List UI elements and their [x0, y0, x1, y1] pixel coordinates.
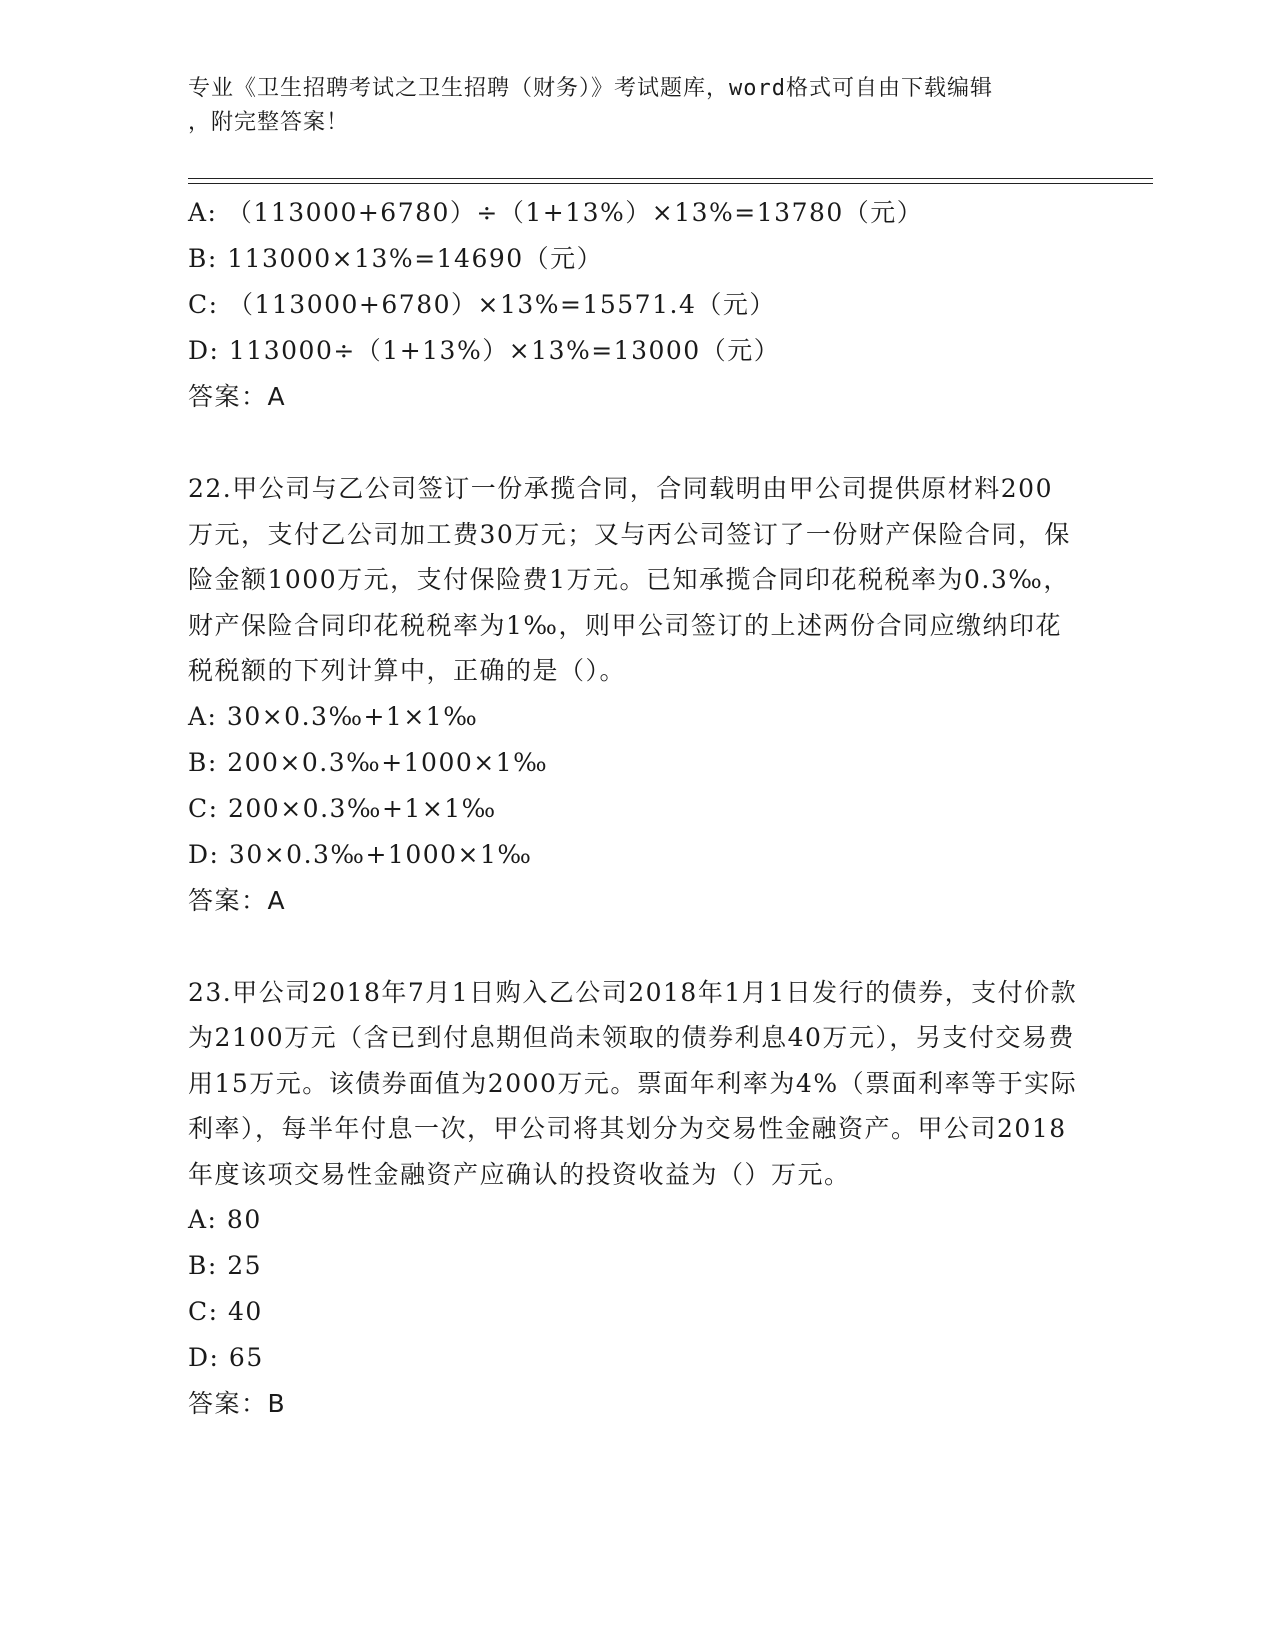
answer: 答案：B	[188, 1389, 287, 1418]
header-divider-bottom	[188, 183, 1153, 184]
option-c: C: （113000+6780）×13%=15571.4（元）	[188, 290, 776, 319]
header-divider-top	[188, 178, 1153, 179]
question-21	[188, 190, 1088, 420]
answer: 答案：A	[188, 885, 287, 915]
question-22	[188, 466, 1088, 924]
question-23	[188, 970, 1088, 1428]
option-b: B: 25	[188, 1251, 263, 1280]
option-d: D: 30×0.3‰+1000×1‰	[188, 839, 533, 869]
question-list	[188, 190, 1088, 1427]
option-b: B: 200×0.3‰+1000×1‰	[188, 747, 549, 777]
answer: 答案：A	[188, 382, 287, 411]
option-a: A: 30×0.3‰+1×1‰	[188, 701, 479, 731]
option-c: C: 200×0.3‰+1×1‰	[188, 793, 497, 823]
option-b: B: 113000×13%=14690（元）	[188, 244, 604, 273]
question-text: 22.甲公司与乙公司签订一份承揽合同，合同载明由甲公司提供原材料200万元，支付乙公司加工费30万元；又与丙公司签订了一份财产保险合同，保险金额1000万元，支付保险费1万元。已知承揽合同印花税税率为0.3‰，财产保险合同印花税税率为1‰，则甲公司签订的上述两份合同应缴纳印花税税额的下列计算中，正确的是（）。	[188, 474, 1071, 685]
option-a: A: 80	[188, 1205, 262, 1234]
document-header	[188, 72, 1068, 140]
option-a: A: （113000+6780）÷（1+13%）×13%=13780（元）	[188, 198, 924, 227]
header-line-2: ，附完整答案！	[188, 110, 350, 135]
header-line-1: 专业《卫生招聘考试之卫生招聘（财务）》考试题库，word格式可自由下载编辑	[188, 76, 993, 101]
option-c: C: 40	[188, 1297, 263, 1326]
option-d: D: 65	[188, 1343, 264, 1372]
option-d: D: 113000÷（1+13%）×13%=13000（元）	[188, 336, 781, 365]
question-text: 23.甲公司2018年7月1日购入乙公司2018年1月1日发行的债券，支付价款为2100万元（含已到付息期但尚未领取的债券利息40万元），另支付交易费用15万元。该债券面值为2000万元。票面年利率为4%（票面利率等于实际利率），每半年付息一次，甲公司将其划分为交易性金融资产。甲公司2018年度该项交易性金融资产应确认的投资收益为（）万元。	[188, 977, 1078, 1189]
